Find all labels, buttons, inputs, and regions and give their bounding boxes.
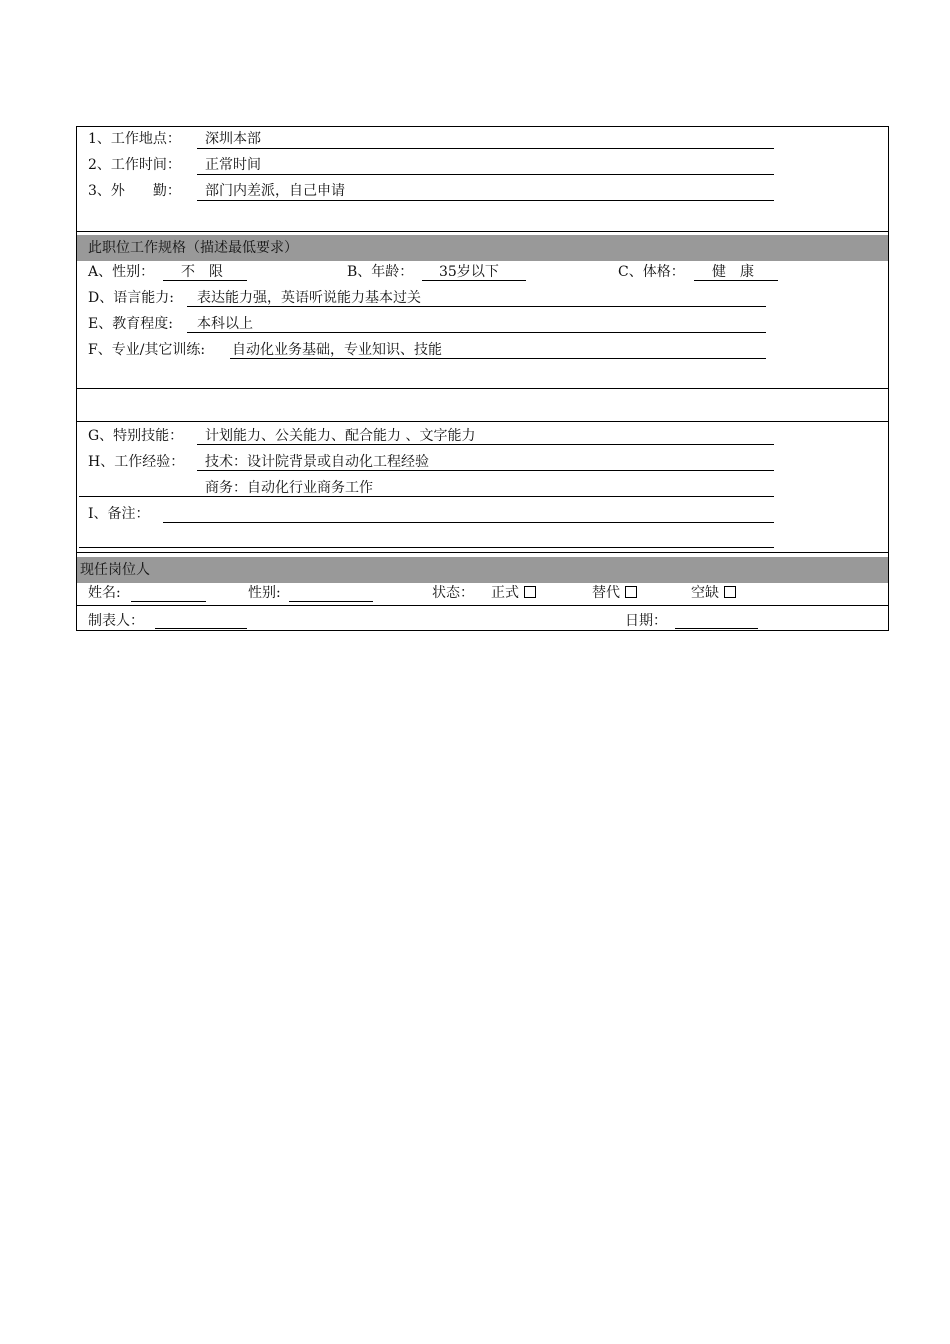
- physique-req-value: 健 康: [712, 264, 754, 280]
- education-value: 本科以上: [197, 316, 253, 332]
- work-location-label: 1、工作地点：: [88, 131, 181, 147]
- work-time-label: 2、工作时间：: [88, 157, 181, 173]
- gender-req-value: 不 限: [181, 264, 223, 280]
- education-label: E、教育程度:: [88, 316, 173, 332]
- status-substitute-option[interactable]: [592, 584, 637, 602]
- experience-biz-underline: [79, 496, 774, 497]
- remarks-label: I、备注：: [88, 506, 150, 522]
- preparer-label: 制表人：: [88, 613, 144, 629]
- experience-label: H、工作经验：: [88, 454, 185, 470]
- experience-tech-value: 技术：设计院背景或自动化工程经验: [205, 454, 429, 470]
- preparer-field[interactable]: [155, 628, 247, 629]
- outside-work-value: 部门内差派，自己申请: [205, 183, 345, 199]
- gender-req-label: A、性别：: [88, 264, 155, 280]
- work-time-underline: [197, 174, 774, 175]
- experience-biz-value: 商务：自动化行业商务工作: [205, 480, 373, 496]
- training-value: 自动化业务基础，专业知识、技能: [232, 342, 442, 358]
- physique-req-underline: [694, 280, 778, 281]
- status-formal-option[interactable]: [491, 584, 536, 602]
- special-skills-label: G、特别技能：: [88, 428, 184, 444]
- incumbent-header-band: [77, 557, 888, 583]
- status-vacant-checkbox[interactable]: [724, 586, 736, 598]
- job-spec-form: [76, 126, 889, 631]
- gender-req-underline: [163, 280, 247, 281]
- spec-header-band: [77, 235, 888, 261]
- outside-work-underline: [197, 200, 774, 201]
- status-substitute-text: 替代: [592, 585, 620, 601]
- incumbent-header: 现任岗位人: [80, 562, 150, 578]
- divider: [77, 388, 888, 389]
- date-label: 日期：: [625, 613, 667, 629]
- experience-tech-underline: [197, 470, 774, 471]
- special-skills-underline: [197, 444, 774, 445]
- incumbent-gender-label: 性别:: [248, 585, 281, 601]
- age-req-value: 35岁以下: [439, 264, 499, 280]
- work-location-value: 深圳本部: [205, 131, 261, 147]
- status-vacant-option[interactable]: [691, 584, 736, 602]
- divider: [77, 421, 888, 422]
- status-formal-checkbox[interactable]: [524, 586, 536, 598]
- age-req-label: B、年龄：: [347, 264, 414, 280]
- training-label: F、专业/其它训练:: [88, 342, 206, 358]
- divider: [77, 605, 888, 606]
- language-label: D、语言能力:: [88, 290, 174, 306]
- spec-header: 此职位工作规格（描述最低要求）: [88, 240, 298, 256]
- language-value: 表达能力强，英语听说能力基本过关: [197, 290, 421, 306]
- work-time-value: 正常时间: [205, 157, 261, 173]
- divider: [77, 552, 888, 553]
- training-underline: [230, 358, 766, 359]
- outside-work-label: 3、外 勤：: [88, 183, 181, 199]
- work-location-underline: [197, 148, 774, 149]
- education-underline: [187, 332, 766, 333]
- incumbent-name-field[interactable]: [131, 601, 206, 602]
- special-skills-value: 计划能力、公关能力、配合能力 、文字能力: [205, 428, 476, 444]
- remarks-underline: [163, 522, 774, 523]
- physique-req-label: C、体格：: [618, 264, 685, 280]
- incumbent-gender-field[interactable]: [289, 601, 373, 602]
- status-formal-text: 正式: [491, 585, 519, 601]
- status-vacant-text: 空缺: [691, 585, 719, 601]
- remarks-underline-2: [79, 547, 774, 548]
- status-substitute-checkbox[interactable]: [625, 586, 637, 598]
- date-field[interactable]: [675, 628, 758, 629]
- incumbent-name-label: 姓名:: [88, 585, 121, 601]
- language-underline: [187, 306, 766, 307]
- status-label: 状态：: [432, 585, 474, 601]
- divider: [77, 231, 888, 232]
- age-req-underline: [422, 280, 526, 281]
